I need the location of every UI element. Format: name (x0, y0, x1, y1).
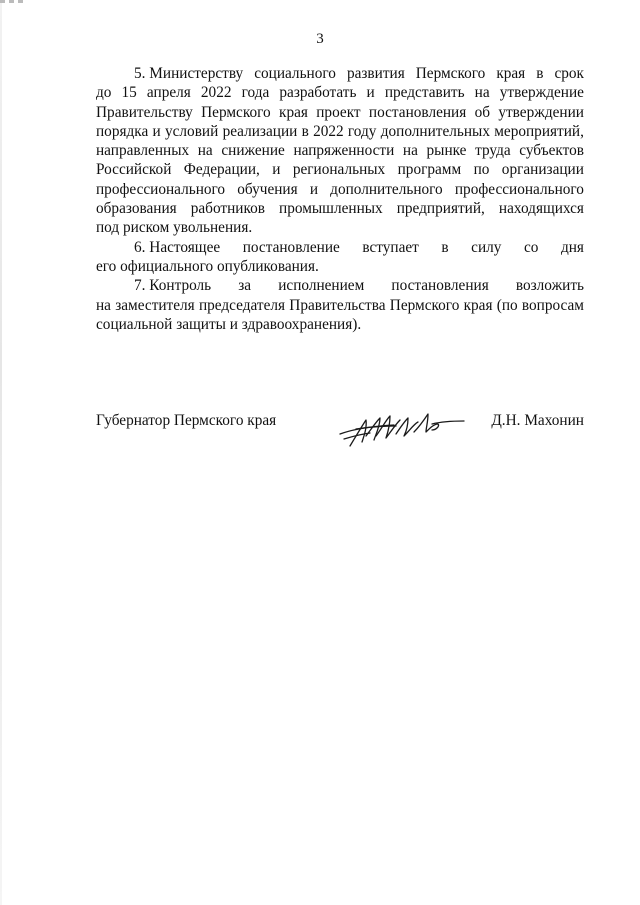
word: профессионального (96, 180, 226, 198)
word: со (523, 238, 539, 256)
word: проект (316, 103, 361, 121)
text-line (96, 276, 584, 295)
word: Федерации, (183, 161, 260, 179)
word: утверждение (499, 84, 584, 102)
word: и (366, 84, 375, 102)
text-line (96, 238, 584, 257)
word: на (474, 84, 490, 102)
word: и (272, 161, 281, 179)
word: 5. Министерству (134, 65, 244, 82)
word: (по (496, 296, 518, 314)
word: находящихся (498, 200, 584, 218)
handwritten-signature (336, 406, 466, 450)
word: 2022 (313, 122, 344, 140)
word: за (238, 277, 252, 295)
word: образования (96, 200, 177, 218)
word: рынке (426, 142, 467, 160)
text-line (96, 141, 584, 160)
word: вступает (362, 238, 419, 256)
word: напряженности (293, 142, 395, 160)
word: до (96, 84, 112, 102)
word: 6. Настоящее (134, 238, 221, 256)
word: году (347, 122, 377, 140)
word: на (96, 296, 111, 314)
word: обучения (237, 180, 298, 198)
word: работников (190, 200, 265, 218)
word: представить (384, 84, 465, 102)
word: снижение (221, 142, 285, 160)
word: вопросам (521, 296, 584, 314)
word: в (441, 238, 449, 256)
text-line (96, 103, 584, 122)
paragraph-7 (96, 276, 584, 334)
paragraph-5 (96, 64, 584, 238)
word: разработать (279, 84, 357, 102)
word: силу (471, 238, 502, 256)
word: субъектов (519, 142, 584, 160)
word: организации (501, 161, 584, 179)
word: 7. Контроль (134, 277, 212, 295)
word: края (279, 103, 308, 121)
scan-edge (0, 0, 2, 905)
word: утверждении (498, 103, 584, 121)
word: председателя (198, 296, 286, 314)
word: в (301, 122, 309, 140)
word: социального (254, 65, 336, 82)
word: постановления (368, 103, 467, 121)
text-line (96, 83, 584, 102)
word: труда (475, 142, 511, 160)
word: края (463, 296, 493, 314)
document-body (96, 64, 584, 334)
word: Пермского (415, 65, 486, 82)
word: и (152, 122, 161, 140)
word: предприятий, (396, 200, 485, 218)
word: промышленных (279, 200, 383, 218)
word: профессионального (454, 180, 584, 198)
word: Пермского (389, 296, 460, 314)
word: программ (397, 161, 462, 179)
word: года (241, 84, 270, 102)
word: апреля (146, 84, 191, 102)
text-line (96, 64, 584, 83)
text-line-last: его официального опубликования. (96, 257, 319, 275)
signatory-title: Губернатор Пермского края (96, 412, 277, 429)
word: 2022 (200, 84, 232, 102)
text-line (96, 122, 584, 141)
word: направленных (96, 142, 190, 160)
word: Российской (96, 161, 172, 179)
word: на (402, 142, 418, 160)
scan-corner-mark (0, 0, 26, 3)
word: постановления (391, 277, 489, 295)
word: дополнительных (380, 122, 490, 140)
word: возложить (515, 277, 584, 295)
word: исполнением (278, 277, 365, 295)
text-line-last: под риском увольнения. (96, 219, 253, 237)
text-line (96, 296, 584, 315)
text-line (96, 160, 584, 179)
signature-block (96, 406, 584, 456)
text-line (96, 199, 584, 218)
word: Правительству (96, 103, 193, 121)
word: дня (560, 238, 584, 256)
signatory-name: Д.Н. Махонин (491, 412, 584, 429)
word: Правительства (289, 296, 386, 314)
page-number: 3 (316, 31, 324, 47)
word: развития (346, 65, 405, 82)
word: и (309, 180, 318, 198)
word: дополнительного (330, 180, 443, 198)
word: Пермского (201, 103, 271, 121)
word: мероприятий, (494, 122, 584, 140)
word: заместителя (115, 296, 195, 314)
word: на (197, 142, 213, 160)
paragraph-6 (96, 238, 584, 277)
word: реализации (222, 122, 298, 140)
word: условий (164, 122, 219, 140)
text-line-last: социальной защиты и здравоохранения). (96, 315, 362, 333)
word: 15 (121, 84, 137, 102)
text-line (96, 180, 584, 199)
word: постановление (242, 238, 340, 256)
word: края (496, 65, 526, 82)
word: региональных (292, 161, 386, 179)
word: об (474, 103, 491, 121)
word: в (536, 65, 544, 82)
word: срок (554, 65, 584, 82)
word: по (473, 161, 490, 179)
word: порядка (96, 122, 149, 140)
